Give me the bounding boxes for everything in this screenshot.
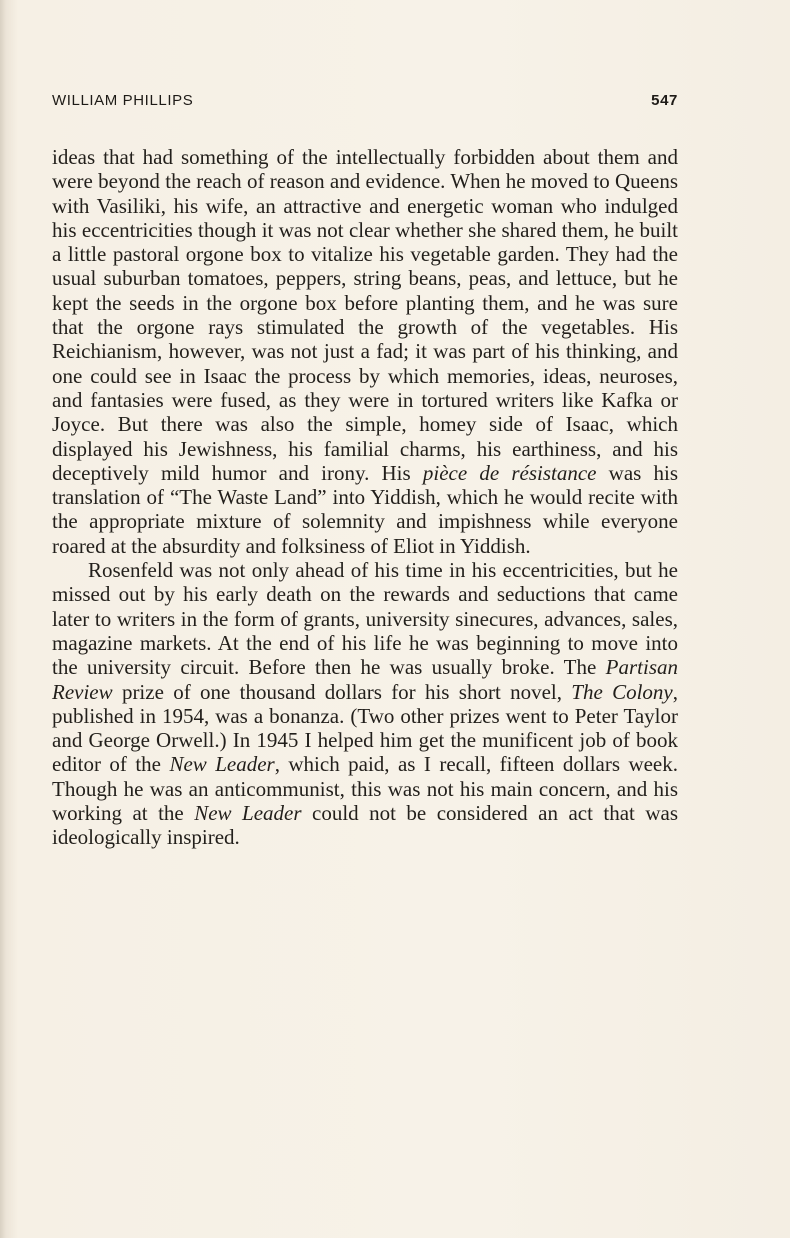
paragraph-2 [52,558,678,850]
text-segment: ideas that had something of the intellectually forbidden about them and were beyond the reach of reason and evidence. When he moved to Queens with Vasiliki, his wife, an attractive and energetic woman who indulged his eccentricities though it was not clear whether she shared them, he built a little pastoral orgone box to vitalize his vegetable garden. They had the usual suburban tomatoes, peppers, string beans, peas, and lettuce, but he kept the seeds in the orgone box before planting them, and he was sure that the orgone rays stimulated the growth of the vegetables. His Reichianism, however, was not just a fad; it was part of his thinking, and one could see in Isaac the process by which memories, ideas, neuroses, and fantasies were fused, as they were in tortured writers like Kafka or Joyce. But there was also the simple, homey side of Isaac, which displayed his Jewishness, his familial charms, his earthiness, and his deceptively mild humor and irony. His [52,145,678,485]
italic-title: New Leader [169,752,275,777]
body-text [52,145,678,850]
text-segment: could not be considered an act that was ideologically inspired. [52,801,679,850]
italic-phrase: pièce de résistance [422,460,597,485]
text-segment: prize of one thousand dollars for his short novel, [112,679,572,704]
text-segment: was his translation of “The Waste Land” into Yiddish, which he would recite with the appropriate mixture of solemnity and impishness while everyone roared at the absurdity and folksiness of Eliot in Yiddish. [52,460,678,558]
running-head [52,92,678,112]
text-segment: , which paid, as I recall, fifteen dollars week. Though he was an anticommunist, this was not his main concern, and his working at the [52,752,678,826]
paragraph-1 [52,145,678,558]
italic-title: New Leader [194,801,302,826]
running-title: WILLIAM PHILLIPS [52,92,194,109]
italic-title: The Colony [571,679,673,704]
text-segment: Rosenfeld was not only ahead of his time in his eccentricities, but he missed out by his early death on the rewards and seductions that came later to writers in the form of grants, university sinecures, advances, sales, magazine markets. At the end of his life he was beginning to move into the university circuit. Before then he was usually broke. The [52,558,678,680]
italic-title: Partisan Review [52,655,678,704]
text-segment: , published in 1954, was a bonanza. (Two other prizes went to Peter Taylor and George Orwell.) In 1945 I helped him get the munificent job of book editor of the [52,679,678,777]
page-number: 547 [651,92,678,109]
